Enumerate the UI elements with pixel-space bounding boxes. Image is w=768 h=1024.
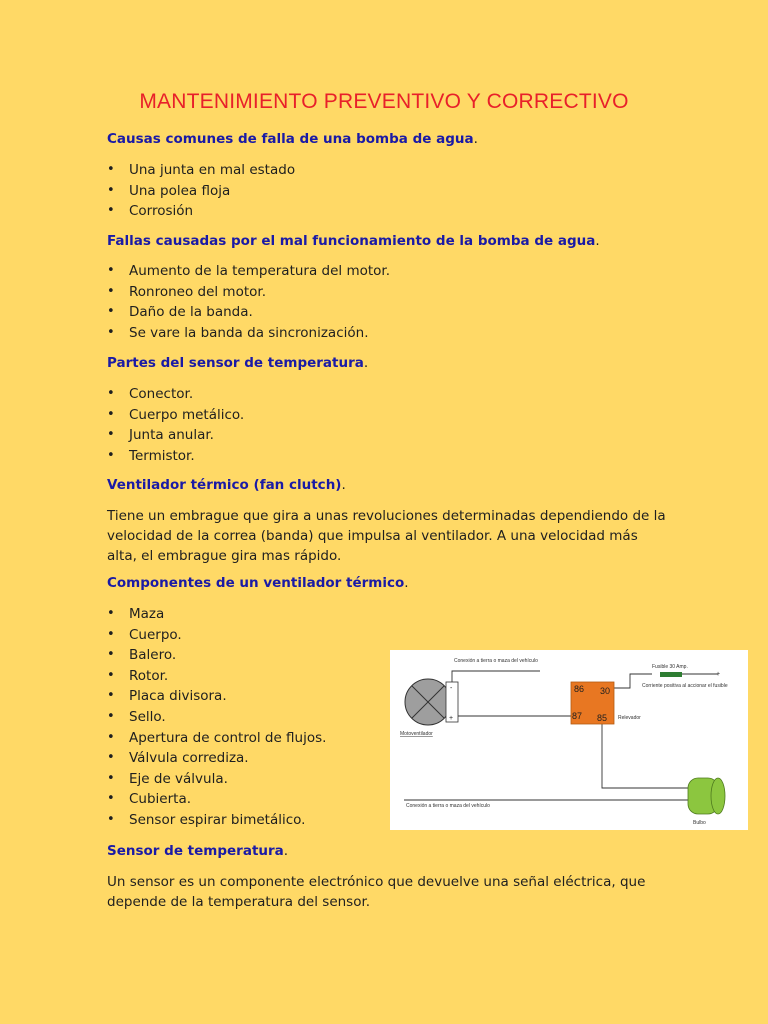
label-relay: Relevador — [618, 715, 641, 721]
relay-pin-85: 85 — [597, 713, 608, 723]
list-item: • Cubierta. — [107, 789, 326, 810]
list-fallas — [107, 261, 390, 343]
heading-suffix: . — [283, 843, 289, 859]
list-item: • Junta anular. — [107, 425, 244, 446]
list-causas — [107, 160, 295, 222]
heading-suffix: . — [341, 477, 346, 493]
list-item: • Daño de la banda. — [107, 302, 390, 323]
page-title: MANTENIMIENTO PREVENTIVO Y CORRECTIVO — [139, 90, 629, 113]
bulb — [688, 778, 725, 814]
wiring-diagram — [390, 650, 748, 830]
relay — [571, 682, 614, 724]
list-item: • Placa divisora. — [107, 686, 326, 707]
list-componentes — [107, 604, 326, 831]
label-current: Corriente positiva al accionar el fusible — [642, 683, 728, 689]
list-item: • Una junta en mal estado — [107, 160, 295, 181]
heading-suffix: . — [404, 575, 409, 591]
relay-pin-87: 87 — [572, 711, 583, 721]
list-item: • Una polea floja — [107, 181, 295, 202]
list-item: • Ronroneo del motor. — [107, 282, 390, 303]
list-item: • Sensor espirar bimetálico. — [107, 810, 326, 831]
list-item: • Sello. — [107, 707, 326, 728]
list-item: • Conector. — [107, 384, 244, 405]
section-heading-fallas — [107, 233, 600, 249]
list-item: • Cuerpo metálico. — [107, 405, 244, 426]
list-item: • Válvula corrediza. — [107, 748, 326, 769]
section-heading-ventilador — [107, 477, 346, 493]
fuse-icon — [660, 672, 682, 677]
motor-plus-label: + — [449, 715, 454, 722]
list-item: • Eje de válvula. — [107, 769, 326, 790]
relay-pin-30: 30 — [600, 686, 611, 696]
motor-fan — [405, 679, 458, 725]
wiring-diagram-svg — [390, 650, 748, 830]
list-item: • Cuerpo. — [107, 625, 326, 646]
section-heading-causas — [107, 131, 478, 147]
wire-motor-ground — [452, 671, 540, 684]
label-bulb: Bulbo — [693, 820, 706, 826]
list-item: • Termistor. — [107, 446, 244, 467]
heading-text: Partes del sensor de temperatura — [107, 355, 364, 371]
relay-pin-86: 86 — [574, 684, 585, 694]
paragraph-sensor: Un sensor es un componente electrónico que devuelve una señal eléctrica, que depende de la temperatura del sensor. — [107, 874, 646, 910]
wire-relay-bulb — [602, 722, 688, 788]
list-item: • Se vare la banda da sincronización. — [107, 323, 390, 344]
section-heading-partes — [107, 355, 368, 371]
heading-suffix: . — [473, 131, 478, 147]
heading-suffix: . — [363, 355, 369, 371]
heading-text: Causas comunes de falla de una bomba de agua — [107, 131, 474, 147]
motor-minus-label: - — [450, 685, 453, 692]
heading-text: Componentes de un ventilador térmico — [107, 575, 405, 591]
list-item: • Maza — [107, 604, 326, 625]
heading-text: Fallas causadas por el mal funcionamiento de la bomba de agua — [107, 233, 596, 249]
paragraph-ventilador: Tiene un embrague que gira a unas revoluciones determinadas dependiendo de la velocidad de la correa (banda) que impulsa al ventilador. A una velocidad más alta, el embrague gira mas rápido. — [107, 508, 666, 564]
list-item: • Apertura de control de flujos. — [107, 728, 326, 749]
list-item: • Balero. — [107, 645, 326, 666]
heading-suffix: . — [595, 233, 600, 249]
label-bottom-ground: Conexión a tierra o maza del vehículo — [406, 803, 490, 809]
section-heading-componentes — [107, 575, 409, 591]
list-item: • Aumento de la temperatura del motor. — [107, 261, 390, 282]
label-motor: Motoventilador — [400, 731, 433, 737]
label-fuse: Fusible 30 Amp. — [652, 664, 688, 670]
positive-label: + — [716, 671, 721, 678]
list-item: • Rotor. — [107, 666, 326, 687]
heading-text: Ventilador térmico (fan clutch) — [107, 477, 342, 493]
bulb-cap-icon — [711, 778, 725, 814]
list-item: • Corrosión — [107, 201, 295, 222]
heading-text: Sensor de temperatura — [107, 843, 284, 859]
list-partes — [107, 384, 244, 466]
label-top-ground: Conexión a tierra o maza del vehículo — [454, 658, 538, 664]
section-heading-sensor — [107, 843, 288, 859]
